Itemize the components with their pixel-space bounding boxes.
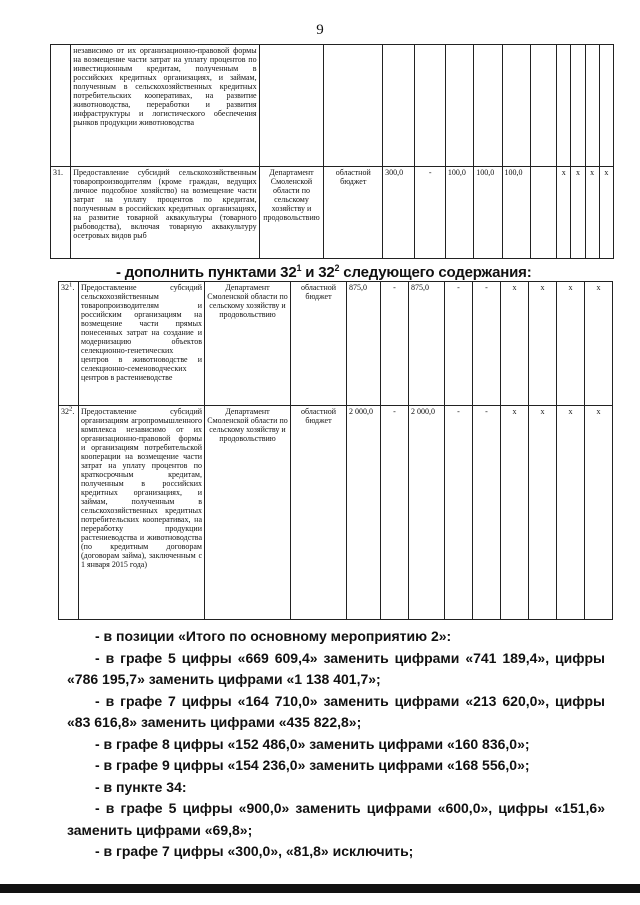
budget-table-continuation (50, 44, 614, 259)
row-mark: x (557, 282, 585, 406)
amendment-paragraph: - в графе 7 цифры «164 710,0» заменить цифрами «213 620,0», цифры «83 616,8» заменить цифрами «435 822,8»; (67, 692, 605, 730)
row-mark (571, 45, 585, 167)
row-executor: Департамент Смоленской области по сельскому хозяйству и продовольствию (205, 282, 291, 406)
row-mark: x (585, 282, 613, 406)
row-mark (599, 45, 613, 167)
row-description: Предоставление субсидий сельскохозяйственным товаропроизводителям (кроме граждан, ведущих личное подсобное хозяйство) на возмещение части затрат на уплату процентов по кредитам, полученным в российских кредитных организациях, на развитие товарной аквакультуры (товарного рыбоводства), включая товарную аквакультуру осетровых видов рыб (71, 167, 259, 259)
heading-superscript: 2 (334, 263, 340, 273)
budget-table-new-rows (58, 281, 613, 620)
row-total (383, 45, 415, 167)
row-value: - (381, 282, 409, 406)
row-mark: x (599, 167, 613, 259)
amendment-paragraph: - в пункте 34: (95, 778, 187, 795)
row-value: - (445, 282, 473, 406)
row-mark: x (571, 167, 585, 259)
row-number: $32^2$. (59, 406, 79, 620)
row-executor: Департамент Смоленской области по сельскому хозяйству и продовольствию (259, 167, 324, 259)
row-value: - (445, 406, 473, 620)
row-mark: x (557, 167, 571, 259)
row-value: 2 000,0 (409, 406, 445, 620)
row-value: 100,0 (445, 167, 473, 259)
amendment-paragraph: - в графе 7 цифры «300,0», «81,8» исключить; (95, 843, 414, 859)
heading-mid: и 32 (301, 264, 335, 281)
row-value (445, 45, 473, 167)
row-mark: x (501, 406, 529, 620)
row-value (415, 45, 445, 167)
row-value: - (381, 406, 409, 620)
row-mark: x (529, 406, 557, 620)
row-description: независимо от их организационно-правовой формы на возмещение части затрат на уплату процентов по инвестиционным кредитам, полученным в российских кредитных организациях, и займам, полученным в сельскохозяйственных кредитных потребительских кооперативах, на развитие животноводства, переработки и развития инфраструктуры и логистического обеспечения рынков продукции животноводства (71, 45, 259, 167)
row-executor: Департамент Смоленской области по сельскому хозяйству и продовольствию (205, 406, 291, 620)
row-source (324, 45, 383, 167)
row-source: областной бюджет (291, 406, 347, 620)
row-value (530, 167, 556, 259)
row-source: областной бюджет (324, 167, 383, 259)
amendment-paragraph: - в графе 8 цифры «152 486,0» заменить цифрами «160 836,0»; (95, 735, 530, 752)
row-number (51, 45, 71, 167)
amendment-paragraph: - в графе 5 цифры «669 609,4» заменить цифрами «741 189,4», цифры «786 195,7» заменить цифрами «1 138 401,7»; (67, 649, 605, 687)
amendment-text (67, 626, 605, 863)
row-number: $32^1$. (59, 282, 79, 406)
row-description: Предоставление субсидий организациям агропромышленного комплекса независимо от их организационно-правовой формы и организациям потребительской кооперации на возмещение части затрат на уплату процентов по краткосрочным кредитам, полученным в российских кредитных организациях, и займам, полученным в сельскохозяйственных кредитных потребительских кооперативах, на переработку продукции растениеводства и животноводства (по кредитным договорам (договорам займа), заключенным с 1 января 2015 года) (79, 406, 205, 620)
row-mark: x (501, 282, 529, 406)
heading-prefix: - дополнить пунктами 32 (116, 264, 297, 281)
section-heading (116, 264, 532, 281)
table-row (59, 282, 613, 406)
row-number: 31. (51, 167, 71, 259)
row-mark: x (585, 406, 613, 620)
row-value: - (473, 282, 501, 406)
row-mark (557, 45, 571, 167)
row-value: 875,0 (409, 282, 445, 406)
row-value: 100,0 (474, 167, 502, 259)
row-value (502, 45, 530, 167)
row-total: 300,0 (383, 167, 415, 259)
row-value: - (473, 406, 501, 620)
amendment-paragraph: - в графе 5 цифры «900,0» заменить цифрами «600,0», цифры «151,6» заменить цифрами «69,8»; (67, 800, 605, 838)
row-description: Предоставление субсидий сельскохозяйственным товаропроизводителям и российским организациям на возмещение части прямых понесенных затрат на создание и модернизацию объектов селекционно-генетических центров в животноводстве и селекционно-семеноводческих центров в растениеводстве (79, 282, 205, 406)
row-value (530, 45, 556, 167)
table-row (51, 167, 614, 259)
heading-superscript: 1 (296, 263, 302, 273)
row-mark: x (557, 406, 585, 620)
row-mark: x (585, 167, 599, 259)
heading-suffix: следующего содержания: (339, 264, 532, 281)
row-mark: x (529, 282, 557, 406)
row-mark (585, 45, 599, 167)
table-row (51, 45, 614, 167)
row-value (474, 45, 502, 167)
scan-bottom-bar (0, 884, 640, 893)
page-number: 9 (316, 22, 324, 38)
row-executor (259, 45, 324, 167)
amendment-paragraph: - в позиции «Итого по основному мероприятию 2»: (95, 628, 452, 644)
row-total: 875,0 (347, 282, 381, 406)
row-value: - (415, 167, 445, 259)
row-value: 100,0 (502, 167, 530, 259)
row-total: 2 000,0 (347, 406, 381, 620)
amendment-paragraph: - в графе 9 цифры «154 236,0» заменить цифрами «168 556,0»; (95, 757, 530, 773)
row-source: областной бюджет (291, 282, 347, 406)
table-row (59, 406, 613, 620)
